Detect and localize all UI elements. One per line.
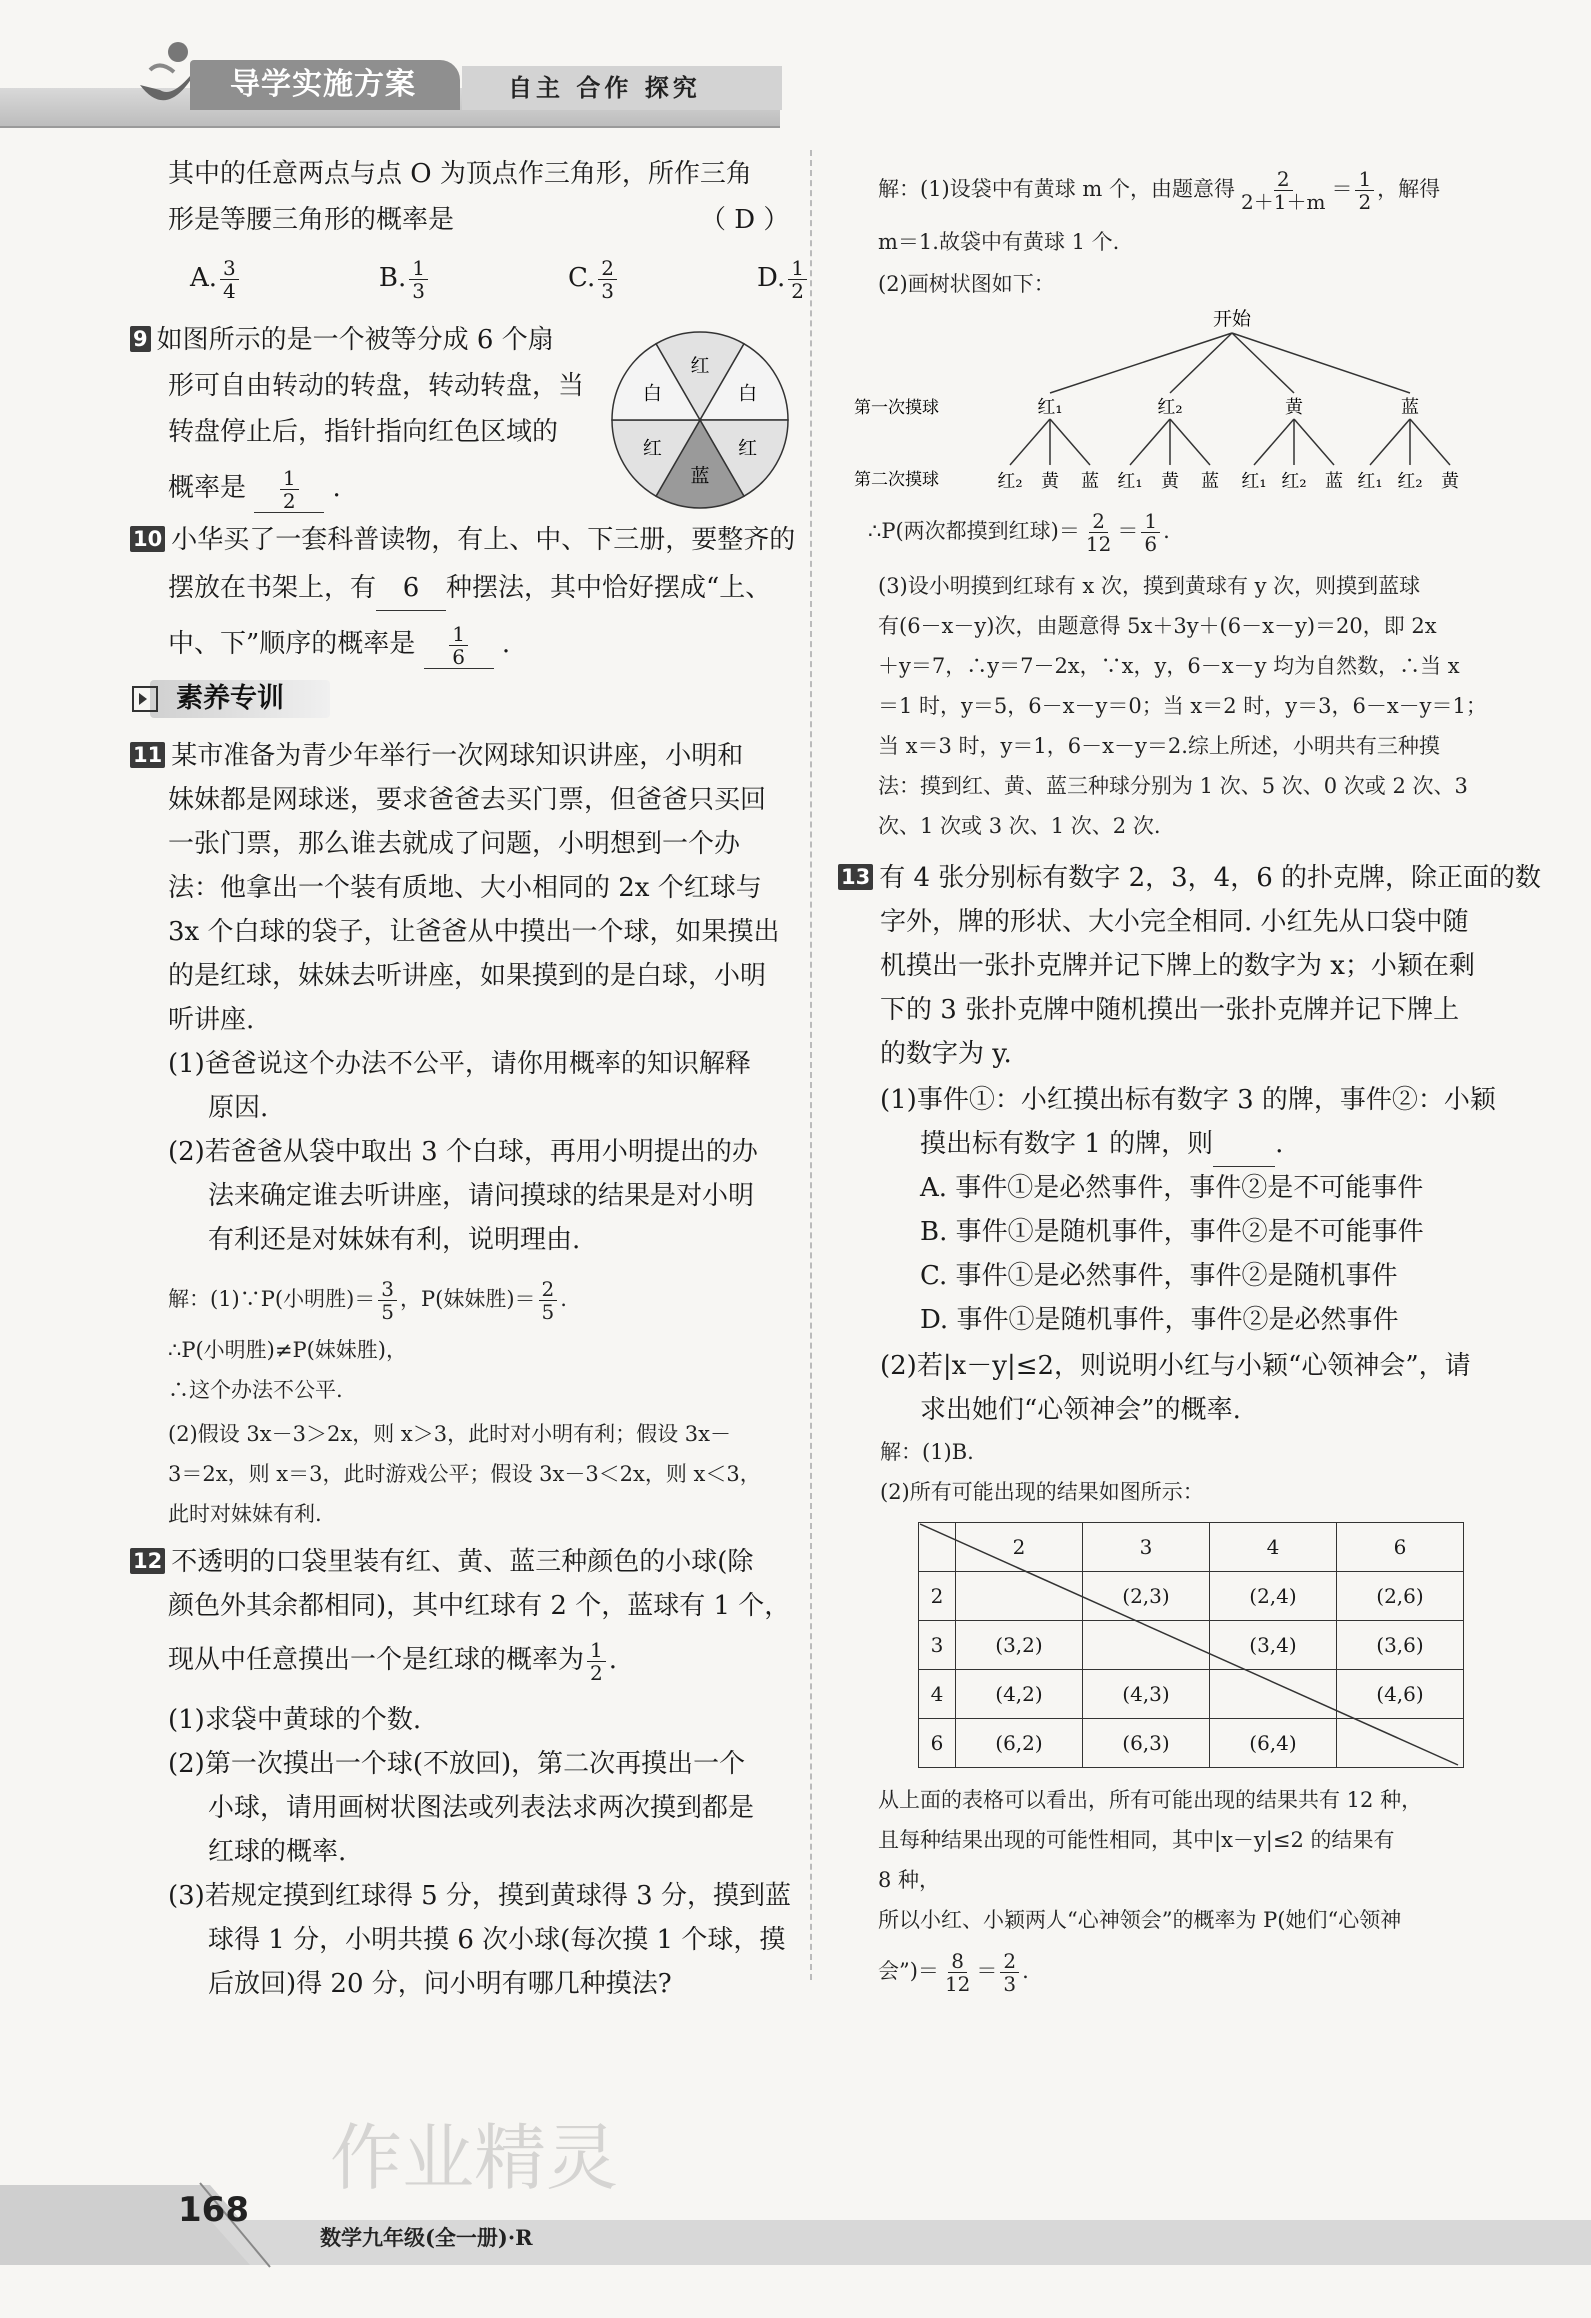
q11-part2-line3: 有利还是对妹妹有利，说明理由.: [208, 1225, 581, 1255]
q13-solution-3-1: 从上面的表格可以看出，所有可能出现的结果共有 12 种，: [878, 1788, 1423, 1812]
q9-line1: 9 如图所示的是一个被等分成 6 个扇: [130, 318, 554, 362]
section-title: 素养专训: [176, 683, 284, 714]
q13-line1: 13 有 4 张分别标有数字 2，3，4，6 的扑克牌，除正面的数: [838, 856, 1541, 900]
tree-node-second: 黄: [1161, 471, 1179, 492]
tree-node-first: 蓝: [1401, 397, 1419, 418]
q12-part2-line3: 红球的概率.: [208, 1837, 347, 1867]
q13-option-a: A. 事件①是必然事件，事件②是不可能事件: [920, 1173, 1424, 1203]
tree-node-second: 蓝: [1325, 471, 1343, 492]
table-cell: (4,3): [1083, 1670, 1210, 1719]
q11-number: 11: [130, 742, 165, 768]
q8-line1: 其中的任意两点与点 O 为顶点作三角形，所作三角: [168, 159, 752, 189]
table-cell: (6,3): [1083, 1719, 1210, 1768]
q13-part1-line1: (1)事件①：小红摸出标有数字 3 的牌，事件②：小颖: [880, 1085, 1496, 1115]
q12-part2-line1: (2)第一次摸出一个球(不放回)，第二次再摸出一个: [168, 1749, 746, 1779]
r-solution-2: m＝1.故袋中有黄球 1 个.: [878, 230, 1120, 254]
r-solution-5-3: ＋y＝7，∴y＝7－2x，∵x，y，6－x－y 均为自然数，∴当 x: [878, 654, 1460, 678]
q11-line7: 听讲座.: [168, 1005, 255, 1035]
tree-row1-label: 第一次摸球: [854, 398, 939, 418]
q8-options: [190, 256, 810, 302]
tree-node-second: 黄: [1041, 471, 1059, 492]
q11-solution-2: ∴P(小明胜)≠P(妹妹胜)，: [168, 1338, 407, 1362]
table-cell: 3: [919, 1621, 956, 1670]
tree-node-second: 红₁: [1357, 471, 1383, 492]
header-subtitle: 自主 合作 探究: [462, 66, 782, 110]
q11-part2-line2: 法来确定谁去听讲座，请问摸球的结果是对小明: [208, 1181, 755, 1211]
tree-branch: [1130, 419, 1170, 465]
page-number: 168: [178, 2190, 249, 2230]
q8-option-b: B. $\frac{1}{3}$: [379, 256, 431, 302]
table-cell: (2,4): [1210, 1572, 1337, 1621]
q9-line2: 形可自由转动的转盘，转动转盘，当: [168, 371, 585, 401]
tree-diagram: [850, 305, 1490, 505]
tree-node-second: 红₁: [1117, 471, 1143, 492]
book-title: 数学九年级(全一册)·R: [320, 2225, 533, 2250]
tree-branch: [1010, 419, 1050, 465]
q13-option-b: B. 事件①是随机事件，事件②是不可能事件: [920, 1217, 1424, 1247]
spinner-label: 白: [642, 382, 662, 405]
q11-solution-6: 此时对妹妹有利.: [168, 1502, 322, 1526]
q13-solution-3-3: 8 种，: [878, 1868, 941, 1892]
q13-solution-2: (2)所有可能出现的结果如图所示：: [880, 1480, 1204, 1504]
tree-branch: [1050, 419, 1090, 465]
tree-node-second: 红₂: [997, 471, 1023, 492]
tree-branch: [1370, 419, 1410, 465]
r-solution-5-7: 次、1 次或 3 次、1 次、2 次.: [878, 814, 1161, 838]
tree-branch: [1232, 333, 1294, 393]
q12-line1: 12 不透明的口袋里装有红、黄、蓝三种颜色的小球(除: [130, 1540, 753, 1584]
q11-line5: 3x 个白球的袋子，让爸爸从中摸出一个球，如果摸出: [168, 917, 780, 947]
spinner-label: 蓝: [690, 465, 710, 487]
q9-line3: 转盘停止后，指针指向红色区域的: [168, 417, 559, 447]
header-title: 导学实施方案: [190, 60, 460, 110]
table-header-cell: 2: [956, 1523, 1083, 1572]
q11-line6: 的是红球，妹妹去听讲座，如果摸到的是白球，小明: [168, 961, 767, 991]
watermark: 作业精灵: [330, 2116, 619, 2200]
q11-line3: 一张门票，那么谁去就成了问题，小明想到一个办: [168, 829, 741, 859]
tree-node-first: 红₁: [1037, 397, 1063, 418]
table-header-cell: 4: [1210, 1523, 1337, 1572]
tree-branch: [1254, 419, 1294, 465]
q12-part2-line2: 小球，请用画树状图法或列表法求两次摸到都是: [208, 1793, 755, 1823]
tree-root: 开始: [1212, 308, 1252, 330]
tree-node-first: 黄: [1285, 397, 1303, 418]
q11-solution-3: ∴这个办法不公平.: [168, 1378, 343, 1402]
tree-node-second: 红₂: [1397, 471, 1423, 492]
table-cell: (3,4): [1210, 1621, 1337, 1670]
q11-line1: 11 某市准备为青少年举行一次网球知识讲座，小明和: [130, 734, 743, 778]
column-divider: [810, 150, 812, 1980]
q13-option-c: C. 事件①是必然事件，事件②是随机事件: [920, 1261, 1398, 1291]
q11-solution-5: 3＝2x，则 x＝3，此时游戏公平；假设 3x－3＜2x，则 x＜3，: [168, 1462, 761, 1486]
q8-answer: （ D ）: [700, 205, 790, 235]
q10-number: 10: [130, 526, 165, 552]
tree-branch: [1170, 333, 1232, 393]
q11-part1-line1: (1)爸爸说这个办法不公平，请你用概率的知识解释: [168, 1049, 751, 1079]
table-diagonal: [918, 1522, 1460, 1767]
spinner-label: 红: [642, 437, 662, 460]
q13-solution-1: 解：(1)B.: [880, 1440, 974, 1464]
tree-node-second: 蓝: [1081, 471, 1099, 492]
q8-line2: 形是等腰三角形的概率是: [168, 205, 455, 235]
table-cell: 4: [919, 1670, 956, 1719]
table-header-cell: 6: [1337, 1523, 1464, 1572]
q12-part1: (1)求袋中黄球的个数.: [168, 1705, 422, 1735]
r-solution-1: 解：(1)设袋中有黄球 m 个，由题意得 $\frac{2}{2+1+m}$ ＝ $\frac{1}{2}$ ，解得: [878, 167, 1441, 214]
tree-node-first: 红₂: [1157, 397, 1183, 418]
tree-branch: [1232, 333, 1410, 393]
spinner-label: 白: [738, 382, 758, 405]
table-header-cell: 3: [1083, 1523, 1210, 1572]
result-table-wrap: [918, 1522, 1464, 1768]
q11-solution-1: 解：(1)∵P(小明胜)＝ $\frac{3}{5}$ ，P(妹妹胜)＝ $\frac{2}{5}$ .: [168, 1277, 567, 1324]
q13-line2: 字外，牌的形状、大小完全相同. 小红先从口袋中随: [880, 907, 1469, 937]
q12-part3-line2: 球得 1 分，小明共摸 6 次小球(每次摸 1 个球，摸: [208, 1925, 786, 1955]
r-solution-5-2: 有(6－x－y)次，由题意得 5x＋3y＋(6－x－y)＝20，即 2x: [878, 614, 1437, 638]
spinner-label: 红: [738, 437, 758, 460]
r-solution-5-6: 法：摸到红、黄、蓝三种球分别为 1 次、5 次、0 次或 2 次、3: [878, 774, 1468, 798]
table-cell: (2,3): [1083, 1572, 1210, 1621]
q13-number: 13: [838, 864, 873, 890]
q12-line2: 颜色外其余都相同)，其中红球有 2 个，蓝球有 1 个，: [168, 1591, 791, 1621]
q13-solution-3-4: 所以小红、小颖两人“心神领会”的概率为 P(她们“心领神: [878, 1908, 1402, 1932]
arrow-icon: [132, 685, 158, 713]
q10-line2: 摆放在书架上，有 6 种摆法，其中恰好摆成“上、: [168, 566, 771, 611]
r-solution-5-5: 当 x＝3 时，y＝1，6－x－y＝2.综上所述，小明共有三种摸: [878, 734, 1440, 758]
tree-branch: [1294, 419, 1334, 465]
q13-line3: 机摸出一张扑克牌并记下牌上的数字为 x；小颖在剩: [880, 951, 1475, 981]
q9-number: 9: [130, 326, 151, 352]
spinner-label: 红: [690, 355, 710, 377]
tree-row2-label: 第二次摸球: [854, 470, 939, 490]
table-cell: 6: [919, 1719, 956, 1768]
q13-line5: 的数字为 y.: [880, 1039, 1012, 1069]
r-solution-3: (2)画树状图如下：: [878, 272, 1055, 296]
tree-node-second: 蓝: [1201, 471, 1219, 492]
q13-solution-3-2: 且每种结果出现的可能性相同，其中|x－y|≤2 的结果有: [878, 1828, 1395, 1852]
q13-part2-line2: 求出她们“心领神会”的概率.: [920, 1395, 1241, 1425]
table-cell: (4,2): [956, 1670, 1083, 1719]
spinner-diagram: [605, 325, 795, 515]
q13-option-d: D. 事件①是随机事件，事件②是必然事件: [920, 1305, 1399, 1335]
tree-branch: [1050, 333, 1232, 393]
q11-part1-line2: 原因.: [208, 1093, 269, 1123]
q13-part1-line2: 摸出标有数字 1 的牌，则 .: [920, 1122, 1283, 1167]
table-cell: (2,6): [1337, 1572, 1464, 1621]
tree-node-second: 红₂: [1281, 471, 1307, 492]
q8-option-c: C. $\frac{2}{3}$: [568, 256, 620, 302]
table-cell: (3,2): [956, 1621, 1083, 1670]
table-cell: (3,6): [1337, 1621, 1464, 1670]
tree-branch: [1170, 419, 1210, 465]
r-solution-5-4: ＝1 时，y＝5，6－x－y＝0；当 x＝2 时，y＝3，6－x－y＝1；: [878, 694, 1487, 718]
q10-line1: 10 小华买了一套科普读物，有上、中、下三册，要整齐的: [130, 518, 795, 562]
q11-line2: 妹妹都是网球迷，要求爸爸去买门票，但爸爸只买回: [168, 785, 767, 815]
tree-node-second: 黄: [1441, 471, 1459, 492]
q11-line4: 法：他拿出一个装有质地、大小相同的 2x 个红球与: [168, 873, 762, 903]
q12-number: 12: [130, 1548, 165, 1574]
q12-part3-line3: 后放回)得 20 分，问小明有哪几种摸法?: [208, 1969, 672, 1999]
r-solution-4: ∴P(两次都摸到红球)＝ $\frac{2}{12}$ ＝ $\frac{1}{6}$ .: [868, 509, 1170, 556]
q8-option-d: D. $\frac{1}{2}$: [757, 256, 810, 302]
table-cell: (6,2): [956, 1719, 1083, 1768]
q11-part2-line1: (2)若爸爸从袋中取出 3 个白球，再用小明提出的办: [168, 1137, 758, 1167]
q10-line3: 中、下”顺序的概率是 $\frac{1}{6}$ .: [168, 621, 511, 669]
table-cell: 2: [919, 1572, 956, 1621]
q12-line3: 现从中任意摸出一个是红球的概率为 $\frac{1}{2}$ .: [168, 1637, 618, 1685]
table-cell: (4,6): [1337, 1670, 1464, 1719]
q13-line4: 下的 3 张扑克牌中随机摸出一张扑克牌并记下牌上: [880, 995, 1460, 1025]
tree-node-second: 红₁: [1241, 471, 1267, 492]
q11-solution-4: (2)假设 3x－3＞2x，则 x＞3，此时对小明有利；假设 3x－: [168, 1422, 731, 1446]
q12-part3-line1: (3)若规定摸到红球得 5 分，摸到黄球得 3 分，摸到蓝: [168, 1881, 791, 1911]
q8-option-a: A. $\frac{3}{4}$: [190, 256, 242, 302]
table-cell: (6,4): [1210, 1719, 1337, 1768]
q13-part2-line1: (2)若|x－y|≤2，则说明小红与小颖“心领神会”，请: [880, 1351, 1471, 1381]
q9-line4: 概率是 $\frac{1}{2}$ .: [168, 465, 341, 513]
q13-solution-4: 会”)＝ $\frac{8}{12}$ ＝ $\frac{2}{3}$ .: [878, 1949, 1029, 1996]
tree-branch: [1410, 419, 1450, 465]
q10-blank1: 6: [376, 566, 446, 611]
r-solution-5-1: (3)设小明摸到红球有 x 次，摸到黄球有 y 次，则摸到蓝球: [878, 574, 1421, 598]
